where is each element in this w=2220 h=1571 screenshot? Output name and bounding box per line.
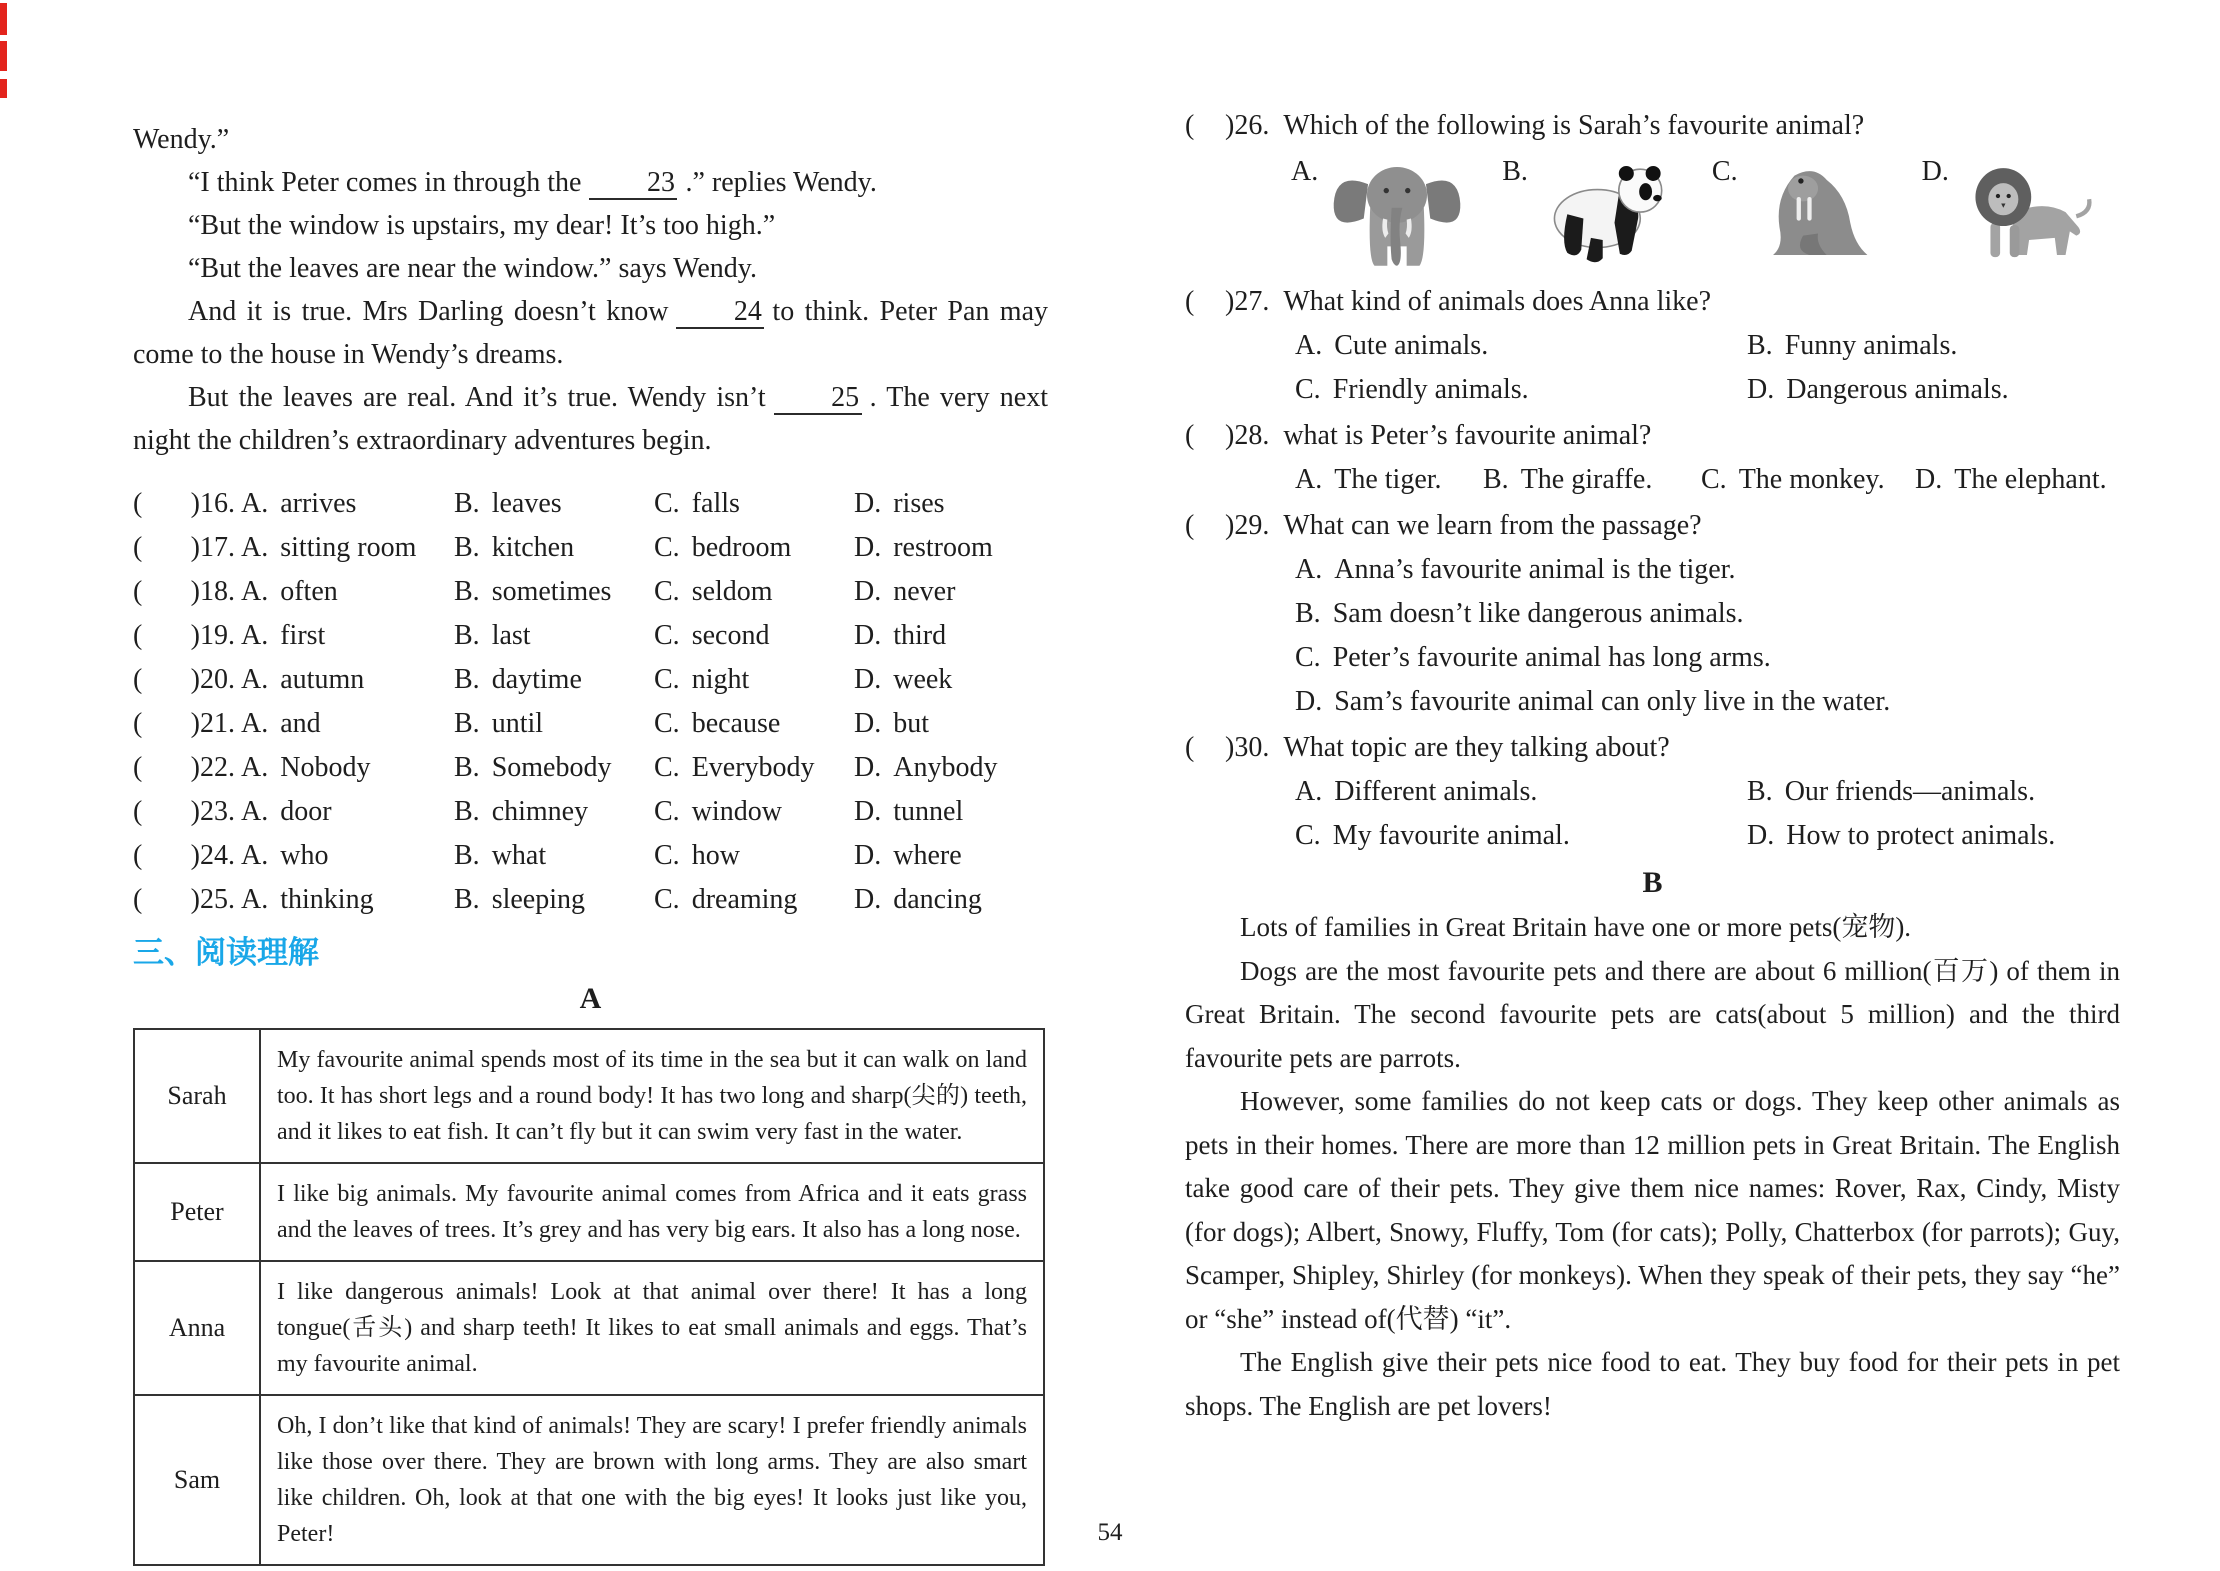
option-b: B. sometimes — [454, 576, 612, 607]
option-a: A. Nobody — [241, 752, 371, 783]
option-d: D. but — [854, 708, 930, 739]
story-line: “But the leaves are near the window.” says Wendy. — [188, 253, 757, 284]
panda-image — [1532, 152, 1682, 270]
cloze-row-25 — [133, 878, 1048, 922]
option-c: C. bedroom — [654, 532, 792, 563]
question-number: )26. — [1225, 110, 1270, 141]
speaker-name: Sarah — [134, 1029, 260, 1163]
option-a: A. Different animals. — [1295, 776, 1538, 807]
option-c: C. window — [654, 796, 782, 827]
answer-bracket: ( — [1185, 110, 1195, 141]
option-d: D. How to protect animals. — [1747, 820, 2056, 851]
story-line: “But the window is upstairs, my dear! It’s too high.” — [188, 210, 776, 241]
story-line: “I think Peter comes in through the 23 .” replies Wendy. — [188, 167, 877, 198]
part-b-label: B — [1642, 866, 1663, 899]
table-row-anna — [134, 1261, 1044, 1395]
elephant-image — [1322, 152, 1472, 270]
option-a: A. often — [241, 576, 338, 607]
question-29 — [1185, 504, 2120, 724]
cloze-row-16 — [133, 482, 1048, 526]
question-text: What kind of animals does Anna like? — [1283, 286, 1711, 317]
option-a: A. door — [241, 796, 332, 827]
answer-bracket: ( )23. — [133, 796, 235, 827]
option-a: A. sitting room — [241, 532, 417, 563]
reading-passage-b — [1185, 906, 2120, 1428]
cloze-blank-24: 24 — [676, 297, 764, 329]
cloze-row-22 — [133, 746, 1048, 790]
speaker-name: Peter — [134, 1163, 260, 1261]
option-a: A. who — [241, 840, 329, 871]
passage-paragraph: However, some families do not keep cats or dogs. They keep other animals as pets in their homes. There are more than 12 million pets in Great Britain. The English take good care of their pets. They give them nice names: Rover, Rax, Cindy, Misty (for dogs); Albert, Snowy, Fluffy, Tom (for cats); Polly, Chatterbox (for parrots); Guy, Scamper, Shipley, Shirley (for monkeys). When they speak of their pets, they say “he” or “she” instead of(代替) “it”. — [1185, 1086, 2120, 1334]
red-registration-mark — [0, 3, 7, 35]
option-b: B. sleeping — [454, 884, 585, 915]
cloze-row-19 — [133, 614, 1048, 658]
option-d: D. restroom — [854, 532, 993, 563]
lion-image — [1953, 152, 2103, 270]
question-28 — [1185, 414, 2120, 502]
option-d: D. never — [854, 576, 956, 607]
question-number: )30. — [1225, 732, 1270, 763]
option-a: A. autumn — [241, 664, 365, 695]
cloze-row-18 — [133, 570, 1048, 614]
image-option-c: C. — [1712, 152, 1892, 270]
speaker-name: Anna — [134, 1261, 260, 1395]
answer-bracket: ( )19. — [133, 620, 235, 651]
question-30 — [1185, 726, 2120, 858]
option-b: B. what — [454, 840, 547, 871]
option-a: A. first — [241, 620, 326, 651]
speaker-text: I like dangerous animals! Look at that animal over there! It has a long tongue(舌头) and sharp teeth! It likes to eat small animals and eggs. That’s my favourite animal. — [260, 1261, 1044, 1395]
answer-bracket: ( )16. — [133, 488, 235, 519]
question-text: What can we learn from the passage? — [1283, 510, 1702, 541]
cloze-row-24 — [133, 834, 1048, 878]
option-c: C. My favourite animal. — [1295, 820, 1570, 851]
question-text: what is Peter’s favourite animal? — [1283, 420, 1652, 451]
option-d: D. where — [854, 840, 962, 871]
option-b: B. last — [454, 620, 531, 651]
right-column — [1185, 104, 2120, 1428]
answer-bracket: ( — [1185, 510, 1195, 541]
answer-bracket: ( — [1185, 420, 1195, 451]
question-number: )29. — [1225, 510, 1270, 541]
option-c: C. Everybody — [654, 752, 815, 783]
speaker-name: Sam — [134, 1395, 260, 1565]
left-column — [133, 118, 1048, 1566]
option-d: D. Dangerous animals. — [1747, 374, 2009, 405]
option-a: A. Anna’s favourite animal is the tiger. — [1295, 554, 1736, 585]
answer-bracket: ( )17. — [133, 532, 235, 563]
option-b: B. chimney — [454, 796, 589, 827]
option-d: D. rises — [854, 488, 945, 519]
part-a-label: A — [579, 982, 602, 1015]
passage-paragraph: Lots of families in Great Britain have one or more pets(宠物). — [1240, 912, 1912, 942]
answer-bracket: ( )25. — [133, 884, 235, 915]
option-d: D. Sam’s favourite animal can only live in the water. — [1295, 686, 1891, 717]
question-26 — [1185, 104, 2120, 270]
answer-bracket: ( )18. — [133, 576, 235, 607]
option-c: C. how — [654, 840, 740, 871]
option-b: B. Sam doesn’t like dangerous animals. — [1295, 598, 1744, 629]
table-row-peter — [134, 1163, 1044, 1261]
red-registration-mark — [0, 41, 7, 71]
question-text: What topic are they talking about? — [1283, 732, 1670, 763]
question-27 — [1185, 280, 2120, 412]
option-b: B. daytime — [454, 664, 582, 695]
option-b: B. leaves — [454, 488, 562, 519]
story-line: Wendy.” — [133, 124, 230, 155]
question-number: )28. — [1225, 420, 1270, 451]
question-26-image-options — [1185, 152, 2120, 270]
answer-bracket: ( — [1185, 732, 1195, 763]
option-a: A. thinking — [241, 884, 374, 915]
option-b: B. kitchen — [454, 532, 575, 563]
cloze-options-block — [133, 482, 1048, 922]
reading-passage-a-table — [133, 1028, 1045, 1566]
option-b: B. until — [454, 708, 544, 739]
answer-bracket: ( )24. — [133, 840, 235, 871]
cloze-blank-25: 25 — [774, 383, 862, 415]
option-a: A. arrives — [241, 488, 357, 519]
option-c: C. dreaming — [654, 884, 798, 915]
cloze-story — [133, 118, 1048, 462]
option-c: C. night — [654, 664, 750, 695]
option-d: D. tunnel — [854, 796, 964, 827]
cloze-blank-23: 23 — [589, 168, 677, 200]
answer-bracket: ( )21. — [133, 708, 235, 739]
passage-paragraph: Dogs are the most favourite pets and there are about 6 million(百万) of them in Great Britain. The second favourite pets are cats(about 5 million) and the third favourite pets are parrots. — [1185, 955, 2120, 1073]
section-header-reading: 三、阅读理解 — [133, 935, 319, 970]
walrus-image — [1742, 152, 1892, 270]
image-option-d: D. — [1922, 152, 2103, 270]
option-b: B. Our friends—animals. — [1747, 776, 2036, 807]
page-number: 54 — [1097, 1519, 1123, 1546]
option-c: C. second — [654, 620, 770, 651]
question-text: Which of the following is Sarah’s favourite animal? — [1283, 110, 1865, 141]
cloze-row-21 — [133, 702, 1048, 746]
image-option-a: A. — [1291, 152, 1472, 270]
option-d: D. week — [854, 664, 953, 695]
cloze-row-17 — [133, 526, 1048, 570]
option-c: C. Friendly animals. — [1295, 374, 1529, 405]
red-registration-mark — [0, 79, 7, 98]
speaker-text: My favourite animal spends most of its time in the sea but it can walk on land too. It has short legs and a round body! It has two long and sharp(尖的) teeth, and it likes to eat fish. It can’t fly but it can swim very fast in the water. — [260, 1029, 1044, 1163]
option-c: C. falls — [654, 488, 740, 519]
cloze-row-23 — [133, 790, 1048, 834]
option-a: A. Cute animals. — [1295, 330, 1489, 361]
story-line: But the leaves are real. And it’s true. Wendy isn’t 25 . The very next night the children’s extraordinary adventures begin. — [133, 382, 1048, 456]
option-d: D. The elephant. — [1915, 464, 2107, 495]
option-b: B. Funny animals. — [1747, 330, 1958, 361]
answer-bracket: ( )20. — [133, 664, 235, 695]
option-d: D. third — [854, 620, 947, 651]
answer-bracket: ( — [1185, 286, 1195, 317]
option-d: D. Anybody — [854, 752, 998, 783]
speaker-text: Oh, I don’t like that kind of animals! They are scary! I prefer friendly animals like those over there. They are brown with long arms. They are also smart like children. Oh, look at that one with the big eyes! It looks just like you, Peter! — [260, 1395, 1044, 1565]
image-option-b: B. — [1502, 152, 1682, 270]
speaker-text: I like big animals. My favourite animal comes from Africa and it eats grass and the leaves of trees. It’s grey and has very big ears. It also has a long nose. — [260, 1163, 1044, 1261]
option-c: C. The monkey. — [1701, 464, 1885, 495]
option-b: B. The giraffe. — [1483, 464, 1653, 495]
option-a: A. and — [241, 708, 321, 739]
table-row-sarah — [134, 1029, 1044, 1163]
option-c: C. Peter’s favourite animal has long arms. — [1295, 642, 1771, 673]
passage-paragraph: The English give their pets nice food to eat. They buy food for their pets in pet shops. The English are pet lovers! — [1185, 1347, 2120, 1421]
answer-bracket: ( )22. — [133, 752, 235, 783]
question-number: )27. — [1225, 286, 1270, 317]
story-line: And it is true. Mrs Darling doesn’t know 24 to think. Peter Pan may come to the house in Wendy’s dreams. — [133, 296, 1049, 370]
option-d: D. dancing — [854, 884, 982, 915]
option-a: A. The tiger. — [1295, 464, 1442, 495]
option-c: C. because — [654, 708, 781, 739]
cloze-row-20 — [133, 658, 1048, 702]
option-b: B. Somebody — [454, 752, 612, 783]
option-c: C. seldom — [654, 576, 773, 607]
